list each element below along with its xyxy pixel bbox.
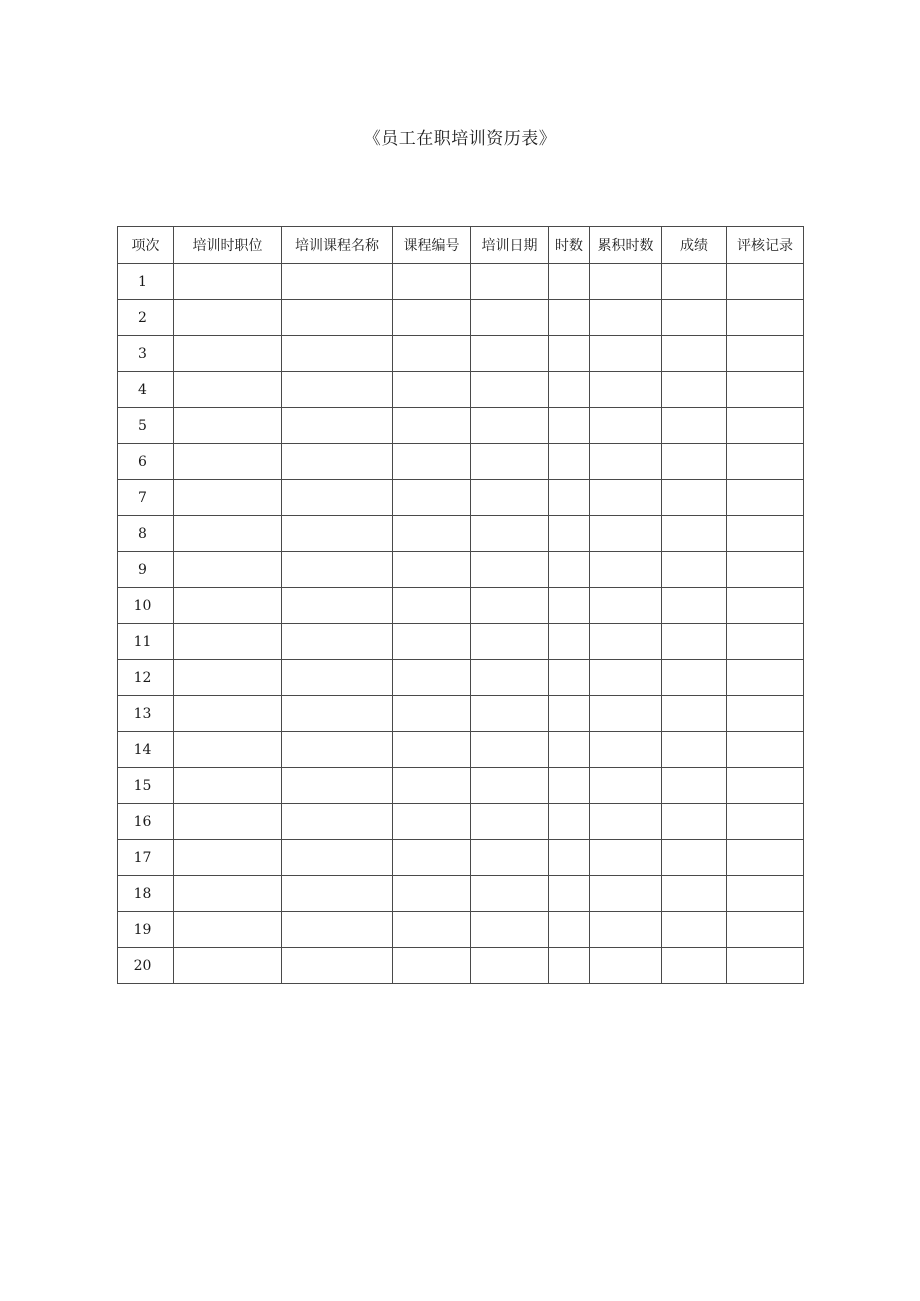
score-cell[interactable]: [662, 408, 727, 444]
score-cell[interactable]: [662, 300, 727, 336]
score-cell[interactable]: [662, 480, 727, 516]
score-cell[interactable]: [662, 732, 727, 768]
item-number-cell: 11: [118, 624, 174, 660]
cumulative-hours-cell[interactable]: [590, 624, 662, 660]
score-cell[interactable]: [662, 552, 727, 588]
course-code-cell[interactable]: [393, 912, 471, 948]
course-code-cell[interactable]: [393, 372, 471, 408]
score-cell[interactable]: [662, 624, 727, 660]
cumulative-hours-cell[interactable]: [590, 444, 662, 480]
course-code-cell[interactable]: [393, 588, 471, 624]
item-number-cell: 18: [118, 876, 174, 912]
header-hours: 时数: [549, 227, 590, 264]
position-cell[interactable]: [174, 444, 282, 480]
training-date-cell[interactable]: [471, 588, 549, 624]
item-number-cell: 2: [118, 300, 174, 336]
course-code-cell[interactable]: [393, 552, 471, 588]
course-name-cell[interactable]: [282, 300, 393, 336]
score-cell[interactable]: [662, 948, 727, 984]
training-date-cell[interactable]: [471, 768, 549, 804]
course-code-cell[interactable]: [393, 264, 471, 300]
course-code-cell[interactable]: [393, 660, 471, 696]
table-row: [118, 588, 804, 624]
item-number-cell: 13: [118, 696, 174, 732]
position-cell[interactable]: [174, 660, 282, 696]
course-code-cell[interactable]: [393, 480, 471, 516]
evaluation-cell[interactable]: [727, 804, 804, 840]
hours-cell[interactable]: [549, 912, 590, 948]
course-name-cell[interactable]: [282, 912, 393, 948]
training-date-cell[interactable]: [471, 516, 549, 552]
evaluation-cell[interactable]: [727, 948, 804, 984]
hours-cell[interactable]: [549, 588, 590, 624]
course-name-cell[interactable]: [282, 804, 393, 840]
position-cell[interactable]: [174, 732, 282, 768]
course-name-cell[interactable]: [282, 624, 393, 660]
course-code-cell[interactable]: [393, 840, 471, 876]
hours-cell[interactable]: [549, 408, 590, 444]
header-cumulative-hours: 累积时数: [590, 227, 662, 264]
course-name-cell[interactable]: [282, 444, 393, 480]
score-cell[interactable]: [662, 696, 727, 732]
position-cell[interactable]: [174, 876, 282, 912]
cumulative-hours-cell[interactable]: [590, 948, 662, 984]
cumulative-hours-cell[interactable]: [590, 876, 662, 912]
header-score: 成绩: [662, 227, 727, 264]
course-code-cell[interactable]: [393, 732, 471, 768]
course-code-cell[interactable]: [393, 804, 471, 840]
training-date-cell[interactable]: [471, 408, 549, 444]
evaluation-cell[interactable]: [727, 732, 804, 768]
table-row: [118, 480, 804, 516]
header-training-date: 培训日期: [471, 227, 549, 264]
training-date-cell[interactable]: [471, 840, 549, 876]
training-date-cell[interactable]: [471, 804, 549, 840]
hours-cell[interactable]: [549, 732, 590, 768]
header-position: 培训时职位: [174, 227, 282, 264]
item-number-cell: 9: [118, 552, 174, 588]
hours-cell[interactable]: [549, 660, 590, 696]
evaluation-cell[interactable]: [727, 696, 804, 732]
training-date-cell[interactable]: [471, 660, 549, 696]
score-cell[interactable]: [662, 588, 727, 624]
training-date-cell[interactable]: [471, 912, 549, 948]
table-row: [118, 948, 804, 984]
course-name-cell[interactable]: [282, 696, 393, 732]
evaluation-cell[interactable]: [727, 408, 804, 444]
position-cell[interactable]: [174, 588, 282, 624]
position-cell[interactable]: [174, 408, 282, 444]
training-date-cell[interactable]: [471, 624, 549, 660]
course-code-cell[interactable]: [393, 408, 471, 444]
cumulative-hours-cell[interactable]: [590, 804, 662, 840]
table-row: [118, 264, 804, 300]
evaluation-cell[interactable]: [727, 444, 804, 480]
course-code-cell[interactable]: [393, 444, 471, 480]
training-date-cell[interactable]: [471, 552, 549, 588]
score-cell[interactable]: [662, 768, 727, 804]
position-cell[interactable]: [174, 480, 282, 516]
hours-cell[interactable]: [549, 264, 590, 300]
item-number-cell: 17: [118, 840, 174, 876]
evaluation-cell[interactable]: [727, 768, 804, 804]
document-title: 《员工在职培训资历表》: [363, 129, 557, 149]
course-code-cell[interactable]: [393, 516, 471, 552]
position-cell[interactable]: [174, 624, 282, 660]
evaluation-cell[interactable]: [727, 588, 804, 624]
hours-cell[interactable]: [549, 480, 590, 516]
table-row: [118, 516, 804, 552]
item-number-cell: 5: [118, 408, 174, 444]
table-row: [118, 300, 804, 336]
course-name-cell[interactable]: [282, 768, 393, 804]
table-row: [118, 768, 804, 804]
score-cell[interactable]: [662, 804, 727, 840]
score-cell[interactable]: [662, 336, 727, 372]
item-number-cell: 10: [118, 588, 174, 624]
evaluation-cell[interactable]: [727, 660, 804, 696]
score-cell[interactable]: [662, 372, 727, 408]
hours-cell[interactable]: [549, 444, 590, 480]
position-cell[interactable]: [174, 372, 282, 408]
hours-cell[interactable]: [549, 552, 590, 588]
hours-cell[interactable]: [549, 876, 590, 912]
header-item-no: 项次: [118, 227, 174, 264]
course-code-cell[interactable]: [393, 948, 471, 984]
cumulative-hours-cell[interactable]: [590, 588, 662, 624]
hours-cell[interactable]: [549, 300, 590, 336]
hours-cell[interactable]: [549, 372, 590, 408]
table-row: [118, 804, 804, 840]
cumulative-hours-cell[interactable]: [590, 480, 662, 516]
evaluation-cell[interactable]: [727, 264, 804, 300]
position-cell[interactable]: [174, 300, 282, 336]
item-number-cell: 4: [118, 372, 174, 408]
cumulative-hours-cell[interactable]: [590, 336, 662, 372]
cumulative-hours-cell[interactable]: [590, 516, 662, 552]
cumulative-hours-cell[interactable]: [590, 660, 662, 696]
training-record-table: [117, 226, 804, 984]
cumulative-hours-cell[interactable]: [590, 696, 662, 732]
table-row: [118, 912, 804, 948]
item-number-cell: 7: [118, 480, 174, 516]
evaluation-cell[interactable]: [727, 840, 804, 876]
score-cell[interactable]: [662, 840, 727, 876]
training-date-cell[interactable]: [471, 480, 549, 516]
item-number-cell: 14: [118, 732, 174, 768]
position-cell[interactable]: [174, 840, 282, 876]
evaluation-cell[interactable]: [727, 876, 804, 912]
course-name-cell[interactable]: [282, 480, 393, 516]
hours-cell[interactable]: [549, 804, 590, 840]
item-number-cell: 3: [118, 336, 174, 372]
evaluation-cell[interactable]: [727, 372, 804, 408]
cumulative-hours-cell[interactable]: [590, 912, 662, 948]
course-code-cell[interactable]: [393, 336, 471, 372]
cumulative-hours-cell[interactable]: [590, 732, 662, 768]
header-evaluation: 评核记录: [727, 227, 804, 264]
evaluation-cell[interactable]: [727, 336, 804, 372]
course-code-cell[interactable]: [393, 300, 471, 336]
hours-cell[interactable]: [549, 696, 590, 732]
item-number-cell: 1: [118, 264, 174, 300]
evaluation-cell[interactable]: [727, 300, 804, 336]
item-number-cell: 16: [118, 804, 174, 840]
training-date-cell[interactable]: [471, 732, 549, 768]
cumulative-hours-cell[interactable]: [590, 300, 662, 336]
training-date-cell[interactable]: [471, 876, 549, 912]
training-date-cell[interactable]: [471, 444, 549, 480]
score-cell[interactable]: [662, 660, 727, 696]
table-header-row: [118, 227, 804, 264]
item-number-cell: 6: [118, 444, 174, 480]
item-number-cell: 8: [118, 516, 174, 552]
table-row: [118, 372, 804, 408]
course-name-cell[interactable]: [282, 876, 393, 912]
course-name-cell[interactable]: [282, 336, 393, 372]
course-name-cell[interactable]: [282, 552, 393, 588]
header-course-name: 培训课程名称: [282, 227, 393, 264]
table-row: [118, 696, 804, 732]
hours-cell[interactable]: [549, 948, 590, 984]
table-row: [118, 732, 804, 768]
hours-cell[interactable]: [549, 516, 590, 552]
evaluation-cell[interactable]: [727, 624, 804, 660]
course-code-cell[interactable]: [393, 876, 471, 912]
position-cell[interactable]: [174, 696, 282, 732]
evaluation-cell[interactable]: [727, 516, 804, 552]
course-name-cell[interactable]: [282, 660, 393, 696]
position-cell[interactable]: [174, 768, 282, 804]
table-row: [118, 624, 804, 660]
position-cell[interactable]: [174, 516, 282, 552]
training-date-cell[interactable]: [471, 696, 549, 732]
table-row: [118, 336, 804, 372]
position-cell[interactable]: [174, 552, 282, 588]
course-name-cell[interactable]: [282, 732, 393, 768]
table-row: [118, 408, 804, 444]
header-course-code: 课程编号: [393, 227, 471, 264]
position-cell[interactable]: [174, 264, 282, 300]
training-date-cell[interactable]: [471, 336, 549, 372]
position-cell[interactable]: [174, 804, 282, 840]
training-date-cell[interactable]: [471, 300, 549, 336]
item-number-cell: 19: [118, 912, 174, 948]
item-number-cell: 12: [118, 660, 174, 696]
course-name-cell[interactable]: [282, 372, 393, 408]
score-cell[interactable]: [662, 264, 727, 300]
cumulative-hours-cell[interactable]: [590, 768, 662, 804]
hours-cell[interactable]: [549, 768, 590, 804]
score-cell[interactable]: [662, 516, 727, 552]
evaluation-cell[interactable]: [727, 552, 804, 588]
course-name-cell[interactable]: [282, 840, 393, 876]
course-name-cell[interactable]: [282, 588, 393, 624]
cumulative-hours-cell[interactable]: [590, 840, 662, 876]
evaluation-cell[interactable]: [727, 912, 804, 948]
training-date-cell[interactable]: [471, 372, 549, 408]
course-name-cell[interactable]: [282, 408, 393, 444]
hours-cell[interactable]: [549, 624, 590, 660]
score-cell[interactable]: [662, 912, 727, 948]
cumulative-hours-cell[interactable]: [590, 264, 662, 300]
position-cell[interactable]: [174, 948, 282, 984]
course-name-cell[interactable]: [282, 948, 393, 984]
table-row: [118, 660, 804, 696]
training-date-cell[interactable]: [471, 264, 549, 300]
item-number-cell: 15: [118, 768, 174, 804]
table-row: [118, 444, 804, 480]
training-date-cell[interactable]: [471, 948, 549, 984]
course-code-cell[interactable]: [393, 696, 471, 732]
table-row: [118, 876, 804, 912]
cumulative-hours-cell[interactable]: [590, 552, 662, 588]
course-name-cell[interactable]: [282, 264, 393, 300]
evaluation-cell[interactable]: [727, 480, 804, 516]
cumulative-hours-cell[interactable]: [590, 408, 662, 444]
course-code-cell[interactable]: [393, 768, 471, 804]
table-row: [118, 840, 804, 876]
cumulative-hours-cell[interactable]: [590, 372, 662, 408]
table-row: [118, 552, 804, 588]
item-number-cell: 20: [118, 948, 174, 984]
hours-cell[interactable]: [549, 840, 590, 876]
score-cell[interactable]: [662, 444, 727, 480]
position-cell[interactable]: [174, 912, 282, 948]
table-body: [118, 264, 804, 984]
hours-cell[interactable]: [549, 336, 590, 372]
score-cell[interactable]: [662, 876, 727, 912]
course-code-cell[interactable]: [393, 624, 471, 660]
position-cell[interactable]: [174, 336, 282, 372]
course-name-cell[interactable]: [282, 516, 393, 552]
